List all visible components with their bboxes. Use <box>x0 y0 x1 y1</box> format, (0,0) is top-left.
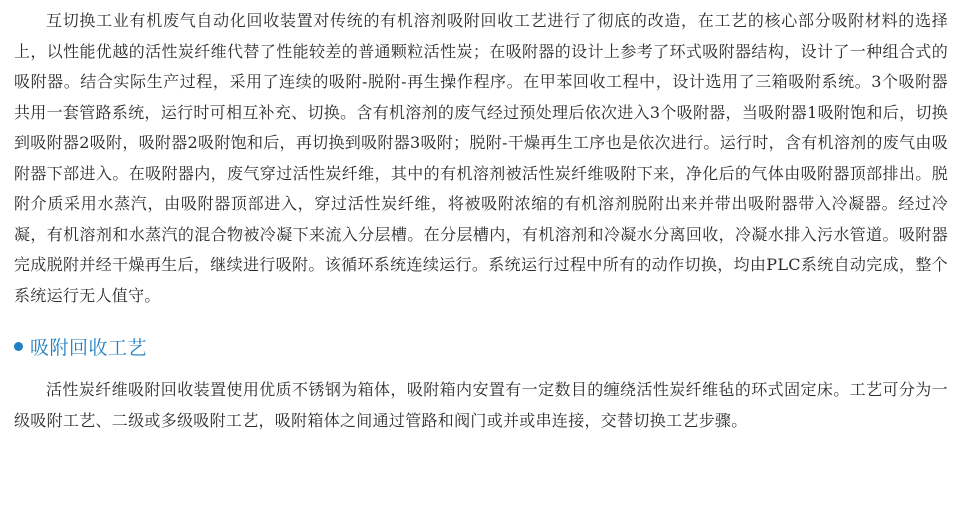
dot-bullet-icon <box>14 342 23 351</box>
intro-paragraph: 互切换工业有机废气自动化回收装置对传统的有机溶剂吸附回收工艺进行了彻底的改造，在工艺的核心部分吸附材料的选择上，以性能优越的活性炭纤维代替了性能较差的普通颗粒活性炭；在吸附器的设计上参考了环式吸附器结构，设计了一种组合式的吸附器。结合实际生产过程，采用了连续的吸附-脱附-再生操作程序。在甲苯回收工程中，设计选用了三箱吸附系统。3个吸附器共用一套管路系统，运行时可相互补充、切换。含有机溶剂的废气经过预处理后依次进入3个吸附器，当吸附器1吸附饱和后，切换到吸附器2吸附，吸附器2吸附饱和后，再切换到吸附器3吸附；脱附-干燥再生工序也是依次进行。运行时，含有机溶剂的废气由吸附器下部进入。在吸附器内，废气穿过活性炭纤维，其中的有机溶剂被活性炭纤维吸附下来，净化后的气体由吸附器顶部排出。脱附介质采用水蒸汽，由吸附器顶部进入，穿过活性炭纤维，将被吸附浓缩的有机溶剂脱附出来并带出吸附器带入冷凝器。经过冷凝，有机溶剂和水蒸汽的混合物被冷凝下来流入分层槽。在分层槽内，有机溶剂和冷凝水分离回收，冷凝水排入污水管道。吸附器完成脱附并经干燥再生后，继续进行吸附。该循环系统连续运行。系统运行过程中所有的动作切换，均由PLC系统自动完成，整个系统运行无人值守。 <box>14 11 948 305</box>
section-paragraph: 活性炭纤维吸附回收装置使用优质不锈钢为箱体，吸附箱内安置有一定数目的缠绕活性炭纤维毡的环式固定床。工艺可分为一级吸附工艺、二级或多级吸附工艺，吸附箱体之间通过管路和阀门或并或串连接，交替切换工艺步骤。 <box>14 380 948 430</box>
article-body <box>14 6 948 436</box>
section-title: 吸附回收工艺 <box>30 336 148 359</box>
section-heading <box>14 329 948 363</box>
